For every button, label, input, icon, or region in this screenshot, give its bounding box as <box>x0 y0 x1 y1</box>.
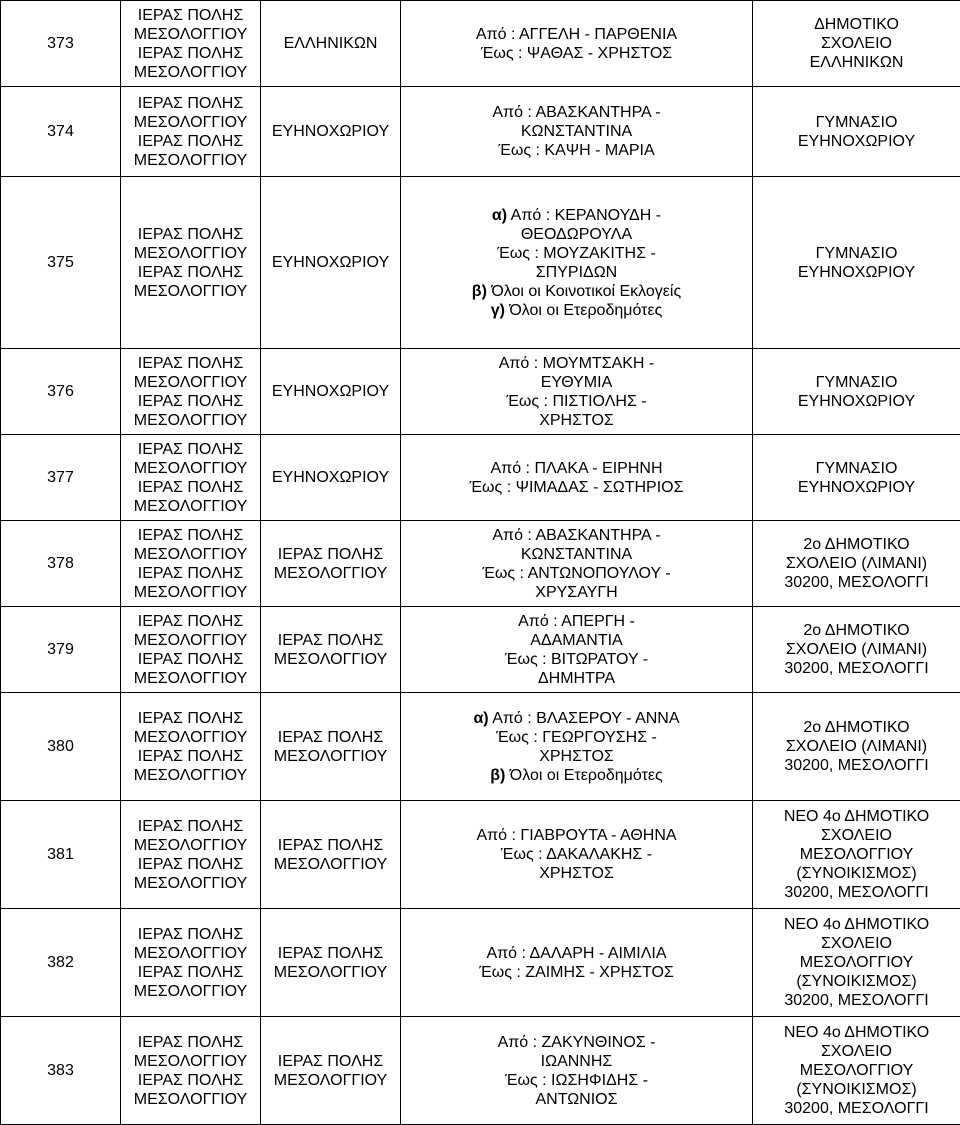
location-cell <box>753 909 960 1017</box>
voters-line <box>403 1052 750 1071</box>
voters-text: Όλοι οι Ετεροδημότες <box>505 302 662 319</box>
voters-text: ΘΕΟΔΩΡΟΥΛΑ <box>521 226 632 243</box>
voters-text: Έως : ΓΕΩΡΓΟΥΣΗΣ - <box>496 729 657 746</box>
voters-text: Έως : ΨΙΜΑΔΑΣ - ΣΩΤΗΡΙΟΣ <box>470 479 684 496</box>
voters-line <box>403 244 750 263</box>
municipality-line: ΙΕΡΑΣ ΠΟΛΗΣ <box>123 650 258 669</box>
municipality-line: ΜΕΣΟΛΟΓΓΙΟΥ <box>123 669 258 688</box>
voters-line <box>403 103 750 122</box>
voters-line <box>403 478 750 497</box>
voters-text: Από : ΓΙΑΒΡΟΥΤΑ - ΑΘΗΝΑ <box>476 827 676 844</box>
voters-text: Έως : ΔΑΚΑΛΑΚΗΣ - <box>501 846 652 863</box>
location-cell <box>753 1 960 87</box>
voters-text: Έως : ΑΝΤΩΝΟΠΟΥΛΟΥ - <box>482 565 670 582</box>
voters-range-cell <box>401 909 753 1017</box>
list-marker: γ) <box>491 302 505 319</box>
voters-line <box>403 206 750 225</box>
voters-text: ΔΗΜΗΤΡΑ <box>538 670 615 687</box>
community-line: ΙΕΡΑΣ ΠΟΛΗΣ <box>263 944 398 963</box>
table-body <box>1 1 960 1125</box>
list-marker: β) <box>490 767 505 784</box>
voters-text: Από : ΑΓΓΕΛΗ - ΠΑΡΘΕΝΙΑ <box>476 26 677 43</box>
location-cell <box>753 349 960 435</box>
municipality-line: ΜΕΣΟΛΟΓΓΙΟΥ <box>123 583 258 602</box>
list-marker: β) <box>472 283 487 300</box>
municipality-line: ΜΕΣΟΛΟΓΓΙΟΥ <box>123 63 258 82</box>
municipality-line: ΙΕΡΑΣ ΠΟΛΗΣ <box>123 132 258 151</box>
location-line: 30200, ΜΕΣΟΛΟΓΓΙ <box>755 573 958 592</box>
voters-text: ΙΩΑΝΝΗΣ <box>541 1053 613 1070</box>
voters-text: ΧΡΗΣΤΟΣ <box>539 865 614 882</box>
municipality-line: ΙΕΡΑΣ ΠΟΛΗΣ <box>123 6 258 25</box>
location-line: ΓΥΜΝΑΣΙΟ <box>755 459 958 478</box>
municipality-cell <box>121 1 261 87</box>
voters-text: Όλοι οι Κοινοτικοί Εκλογείς <box>487 283 681 300</box>
municipality-line: ΙΕΡΑΣ ΠΟΛΗΣ <box>123 1033 258 1052</box>
voters-text: Έως : ΒΙΤΩΡΑΤΟΥ - <box>505 651 648 668</box>
location-cell <box>753 607 960 693</box>
community-cell <box>261 349 401 435</box>
community-cell <box>261 177 401 349</box>
municipality-line: ΙΕΡΑΣ ΠΟΛΗΣ <box>123 963 258 982</box>
community-line: ΕΥΗΝΟΧΩΡΙΟΥ <box>263 468 398 487</box>
location-line: ΜΕΣΟΛΟΓΓΙΟΥ <box>755 953 958 972</box>
voters-range-cell <box>401 435 753 521</box>
table-row <box>1 1 960 87</box>
community-cell <box>261 1 401 87</box>
location-cell <box>753 521 960 607</box>
station-number: 381 <box>1 801 121 909</box>
voters-range-cell <box>401 177 753 349</box>
voters-text: ΧΡΥΣΑΥΓΗ <box>535 584 617 601</box>
community-line: ΙΕΡΑΣ ΠΟΛΗΣ <box>263 1052 398 1071</box>
list-marker: α) <box>473 710 488 727</box>
location-line: ΕΥΗΝΟΧΩΡΙΟΥ <box>755 132 958 151</box>
municipality-line: ΜΕΣΟΛΟΓΓΙΟΥ <box>123 766 258 785</box>
table-row <box>1 349 960 435</box>
location-line: ΓΥΜΝΑΣΙΟ <box>755 244 958 263</box>
voters-line <box>403 766 750 785</box>
voters-range-cell <box>401 607 753 693</box>
municipality-line: ΙΕΡΑΣ ΠΟΛΗΣ <box>123 612 258 631</box>
voters-line <box>403 669 750 688</box>
location-line: (ΣΥΝΟΙΚΙΣΜΟΣ) <box>755 1080 958 1099</box>
voters-text: Από : ΑΒΑΣΚΑΝΤΗΡΑ - <box>492 104 660 121</box>
location-cell <box>753 435 960 521</box>
voters-text: Από : ΠΛΑΚΑ - ΕΙΡΗΝΗ <box>491 460 663 477</box>
voters-line <box>403 392 750 411</box>
location-line: ΜΕΣΟΛΟΓΓΙΟΥ <box>755 845 958 864</box>
municipality-line: ΙΕΡΑΣ ΠΟΛΗΣ <box>123 709 258 728</box>
table-row <box>1 909 960 1017</box>
community-cell <box>261 693 401 801</box>
municipality-line: ΜΕΣΟΛΟΓΓΙΟΥ <box>123 459 258 478</box>
voters-text: Έως : ΨΑΘΑΣ - ΧΡΗΣΤΟΣ <box>481 45 672 62</box>
location-line: ΣΧΟΛΕΙΟ <box>755 934 958 953</box>
community-line: ΙΕΡΑΣ ΠΟΛΗΣ <box>263 631 398 650</box>
municipality-line: ΜΕΣΟΛΟΓΓΙΟΥ <box>123 373 258 392</box>
municipality-line: ΙΕΡΑΣ ΠΟΛΗΣ <box>123 925 258 944</box>
station-number: 374 <box>1 87 121 177</box>
municipality-cell <box>121 909 261 1017</box>
municipality-line: ΜΕΣΟΛΟΓΓΙΟΥ <box>123 728 258 747</box>
location-line: ΣΧΟΛΕΙΟ <box>755 34 958 53</box>
station-number: 376 <box>1 349 121 435</box>
voters-line <box>403 612 750 631</box>
voters-text: ΣΠΥΡΙΔΩΝ <box>536 264 617 281</box>
location-cell <box>753 1017 960 1125</box>
location-cell <box>753 87 960 177</box>
voters-line <box>403 122 750 141</box>
community-line: ΜΕΣΟΛΟΓΓΙΟΥ <box>263 650 398 669</box>
voters-line <box>403 25 750 44</box>
location-cell <box>753 177 960 349</box>
station-number: 378 <box>1 521 121 607</box>
municipality-line: ΙΕΡΑΣ ΠΟΛΗΣ <box>123 526 258 545</box>
voters-text: Από : ΔΑΛΑΡΗ - ΑΙΜΙΛΙΑ <box>486 945 666 962</box>
municipality-cell <box>121 349 261 435</box>
station-number: 377 <box>1 435 121 521</box>
municipality-cell <box>121 87 261 177</box>
table-row <box>1 521 960 607</box>
voters-line <box>403 459 750 478</box>
station-number: 380 <box>1 693 121 801</box>
community-cell <box>261 435 401 521</box>
voters-range-cell <box>401 1017 753 1125</box>
municipality-line: ΙΕΡΑΣ ΠΟΛΗΣ <box>123 1071 258 1090</box>
station-number: 373 <box>1 1 121 87</box>
voters-line <box>403 526 750 545</box>
municipality-line: ΜΕΣΟΛΟΓΓΙΟΥ <box>123 497 258 516</box>
voters-line <box>403 728 750 747</box>
location-line: ΣΧΟΛΕΙΟ (ΛΙΜΑΝΙ) <box>755 554 958 573</box>
voters-text: ΧΡΗΣΤΟΣ <box>539 412 614 429</box>
municipality-line: ΜΕΣΟΛΟΓΓΙΟΥ <box>123 982 258 1001</box>
municipality-cell <box>121 177 261 349</box>
voters-range-cell <box>401 1 753 87</box>
community-line: ΜΕΣΟΛΟΓΓΙΟΥ <box>263 564 398 583</box>
voters-line <box>403 44 750 63</box>
municipality-line: ΜΕΣΟΛΟΓΓΙΟΥ <box>123 1052 258 1071</box>
municipality-line: ΙΕΡΑΣ ΠΟΛΗΣ <box>123 855 258 874</box>
municipality-cell <box>121 801 261 909</box>
location-cell <box>753 801 960 909</box>
list-marker: α) <box>492 207 507 224</box>
table-row <box>1 693 960 801</box>
community-line: ΜΕΣΟΛΟΓΓΙΟΥ <box>263 855 398 874</box>
voters-line <box>403 225 750 244</box>
community-line: ΙΕΡΑΣ ΠΟΛΗΣ <box>263 836 398 855</box>
voters-line <box>403 564 750 583</box>
location-line: ΣΧΟΛΕΙΟ (ΛΙΜΑΝΙ) <box>755 737 958 756</box>
community-line: ΕΥΗΝΟΧΩΡΙΟΥ <box>263 122 398 141</box>
municipality-line: ΜΕΣΟΛΟΓΓΙΟΥ <box>123 113 258 132</box>
municipality-line: ΜΕΣΟΛΟΓΓΙΟΥ <box>123 631 258 650</box>
community-cell <box>261 1017 401 1125</box>
voters-text: Έως : ΙΩΣΗΦΙΔΗΣ - <box>505 1072 648 1089</box>
voters-range-cell <box>401 801 753 909</box>
voters-line <box>403 354 750 373</box>
location-line: (ΣΥΝΟΙΚΙΣΜΟΣ) <box>755 864 958 883</box>
location-line: 30200, ΜΕΣΟΛΟΓΓΙ <box>755 991 958 1010</box>
voters-range-cell <box>401 87 753 177</box>
voters-text: Έως : ΖΑΙΜΗΣ - ΧΡΗΣΤΟΣ <box>479 964 674 981</box>
location-line: 2ο ΔΗΜΟΤΙΚΟ <box>755 718 958 737</box>
voters-range-cell <box>401 693 753 801</box>
municipality-line: ΙΕΡΑΣ ΠΟΛΗΣ <box>123 354 258 373</box>
voters-line <box>403 1033 750 1052</box>
voters-line <box>403 141 750 160</box>
location-line: ΔΗΜΟΤΙΚΟ <box>755 15 958 34</box>
voters-text: ΧΡΗΣΤΟΣ <box>539 748 614 765</box>
municipality-line: ΙΕΡΑΣ ΠΟΛΗΣ <box>123 392 258 411</box>
voters-line <box>403 845 750 864</box>
voters-line <box>403 944 750 963</box>
table-row <box>1 801 960 909</box>
voters-line <box>403 963 750 982</box>
municipality-cell <box>121 693 261 801</box>
community-cell <box>261 909 401 1017</box>
voters-line <box>403 411 750 430</box>
community-line: ΕΥΗΝΟΧΩΡΙΟΥ <box>263 382 398 401</box>
community-line: ΜΕΣΟΛΟΓΓΙΟΥ <box>263 1071 398 1090</box>
location-line: 30200, ΜΕΣΟΛΟΓΓΙ <box>755 756 958 775</box>
community-line: ΜΕΣΟΛΟΓΓΙΟΥ <box>263 747 398 766</box>
municipality-line: ΙΕΡΑΣ ΠΟΛΗΣ <box>123 747 258 766</box>
voters-text: Έως : ΚΑΨΗ - ΜΑΡΙΑ <box>498 142 654 159</box>
voters-line <box>403 709 750 728</box>
location-line: 30200, ΜΕΣΟΛΟΓΓΙ <box>755 659 958 678</box>
municipality-cell <box>121 607 261 693</box>
municipality-line: ΜΕΣΟΛΟΓΓΙΟΥ <box>123 25 258 44</box>
voters-line <box>403 650 750 669</box>
voters-line <box>403 864 750 883</box>
voters-line <box>403 1071 750 1090</box>
community-line: ΕΥΗΝΟΧΩΡΙΟΥ <box>263 253 398 272</box>
municipality-cell <box>121 521 261 607</box>
location-line: ΕΥΗΝΟΧΩΡΙΟΥ <box>755 263 958 282</box>
station-number: 379 <box>1 607 121 693</box>
municipality-line: ΙΕΡΑΣ ΠΟΛΗΣ <box>123 478 258 497</box>
municipality-line: ΜΕΣΟΛΟΓΓΙΟΥ <box>123 836 258 855</box>
location-line: 30200, ΜΕΣΟΛΟΓΓΙ <box>755 1099 958 1118</box>
municipality-line: ΙΕΡΑΣ ΠΟΛΗΣ <box>123 44 258 63</box>
location-line: 2ο ΔΗΜΟΤΙΚΟ <box>755 621 958 640</box>
municipality-line: ΜΕΣΟΛΟΓΓΙΟΥ <box>123 282 258 301</box>
municipality-line: ΙΕΡΑΣ ΠΟΛΗΣ <box>123 817 258 836</box>
voters-text: Από : ΚΕΡΑΝΟΥΔΗ - <box>507 207 661 224</box>
voters-text: ΕΥΘΥΜΙΑ <box>541 374 613 391</box>
voters-text: Από : ΑΒΑΣΚΑΝΤΗΡΑ - <box>492 527 660 544</box>
municipality-line: ΜΕΣΟΛΟΓΓΙΟΥ <box>123 874 258 893</box>
voters-text: Από : ΒΛΑΣΕΡΟΥ - ΑΝΝΑ <box>489 710 680 727</box>
voters-line <box>403 373 750 392</box>
location-line: ΜΕΣΟΛΟΓΓΙΟΥ <box>755 1061 958 1080</box>
community-line: ΙΕΡΑΣ ΠΟΛΗΣ <box>263 728 398 747</box>
voters-line <box>403 282 750 301</box>
voters-line <box>403 263 750 282</box>
municipality-line: ΜΕΣΟΛΟΓΓΙΟΥ <box>123 545 258 564</box>
location-line: ΝΕΟ 4ο ΔΗΜΟΤΙΚΟ <box>755 807 958 826</box>
municipality-line: ΜΕΣΟΛΟΓΓΙΟΥ <box>123 151 258 170</box>
municipality-line: ΙΕΡΑΣ ΠΟΛΗΣ <box>123 225 258 244</box>
location-cell <box>753 693 960 801</box>
voters-text: Από : ΜΟΥΜΤΣΑΚΗ - <box>499 355 655 372</box>
location-line: ΣΧΟΛΕΙΟ (ΛΙΜΑΝΙ) <box>755 640 958 659</box>
municipality-line: ΙΕΡΑΣ ΠΟΛΗΣ <box>123 263 258 282</box>
municipality-line: ΙΕΡΑΣ ΠΟΛΗΣ <box>123 564 258 583</box>
voters-text: ΚΩΝΣΤΑΝΤΙΝΑ <box>521 546 632 563</box>
station-number: 375 <box>1 177 121 349</box>
community-line: ΙΕΡΑΣ ΠΟΛΗΣ <box>263 545 398 564</box>
municipality-line: ΜΕΣΟΛΟΓΓΙΟΥ <box>123 1090 258 1109</box>
voters-line <box>403 301 750 320</box>
municipality-line: ΙΕΡΑΣ ΠΟΛΗΣ <box>123 440 258 459</box>
voters-range-cell <box>401 521 753 607</box>
location-line: ΣΧΟΛΕΙΟ <box>755 826 958 845</box>
community-line: ΕΛΛΗΝΙΚΩΝ <box>263 34 398 53</box>
station-number: 382 <box>1 909 121 1017</box>
table-row <box>1 1017 960 1125</box>
voters-line <box>403 747 750 766</box>
location-line: 30200, ΜΕΣΟΛΟΓΓΙ <box>755 883 958 902</box>
community-cell <box>261 801 401 909</box>
location-line: ΓΥΜΝΑΣΙΟ <box>755 373 958 392</box>
voters-range-cell <box>401 349 753 435</box>
community-cell <box>261 87 401 177</box>
voters-text: Από : ΑΠΕΡΓΗ - <box>518 613 635 630</box>
municipality-cell <box>121 1017 261 1125</box>
station-number: 383 <box>1 1017 121 1125</box>
location-line: ΣΧΟΛΕΙΟ <box>755 1042 958 1061</box>
voters-text: ΑΝΤΩΝΙΟΣ <box>535 1091 617 1108</box>
location-line: 2ο ΔΗΜΟΤΙΚΟ <box>755 535 958 554</box>
voters-line <box>403 631 750 650</box>
municipality-line: ΙΕΡΑΣ ΠΟΛΗΣ <box>123 94 258 113</box>
voters-text: ΑΔΑΜΑΝΤΙΑ <box>530 632 622 649</box>
location-line: ΕΛΛΗΝΙΚΩΝ <box>755 53 958 72</box>
community-cell <box>261 607 401 693</box>
community-line: ΜΕΣΟΛΟΓΓΙΟΥ <box>263 963 398 982</box>
community-cell <box>261 521 401 607</box>
municipality-line: ΜΕΣΟΛΟΓΓΙΟΥ <box>123 944 258 963</box>
location-line: ΓΥΜΝΑΣΙΟ <box>755 113 958 132</box>
table-row <box>1 435 960 521</box>
municipality-line: ΜΕΣΟΛΟΓΓΙΟΥ <box>123 411 258 430</box>
voters-line <box>403 583 750 602</box>
voters-line <box>403 826 750 845</box>
location-line: (ΣΥΝΟΙΚΙΣΜΟΣ) <box>755 972 958 991</box>
location-line: ΝΕΟ 4ο ΔΗΜΟΤΙΚΟ <box>755 915 958 934</box>
voters-text: Από : ΖΑΚΥΝΘΙΝΟΣ - <box>498 1034 656 1051</box>
location-line: ΝΕΟ 4ο ΔΗΜΟΤΙΚΟ <box>755 1023 958 1042</box>
voters-text: Όλοι οι Ετεροδημότες <box>505 767 662 784</box>
location-line: ΕΥΗΝΟΧΩΡΙΟΥ <box>755 392 958 411</box>
table-row <box>1 607 960 693</box>
voters-line <box>403 1090 750 1109</box>
voters-text: ΚΩΝΣΤΑΝΤΙΝΑ <box>521 123 632 140</box>
voters-line <box>403 545 750 564</box>
table-row <box>1 87 960 177</box>
municipality-cell <box>121 435 261 521</box>
municipality-line: ΜΕΣΟΛΟΓΓΙΟΥ <box>123 244 258 263</box>
voters-text: Έως : ΜΟΥΖΑΚΙΤΗΣ - <box>497 245 656 262</box>
voters-text: Έως : ΠΙΣΤΙΟΛΗΣ - <box>506 393 646 410</box>
location-line: ΕΥΗΝΟΧΩΡΙΟΥ <box>755 478 958 497</box>
table-row <box>1 177 960 349</box>
